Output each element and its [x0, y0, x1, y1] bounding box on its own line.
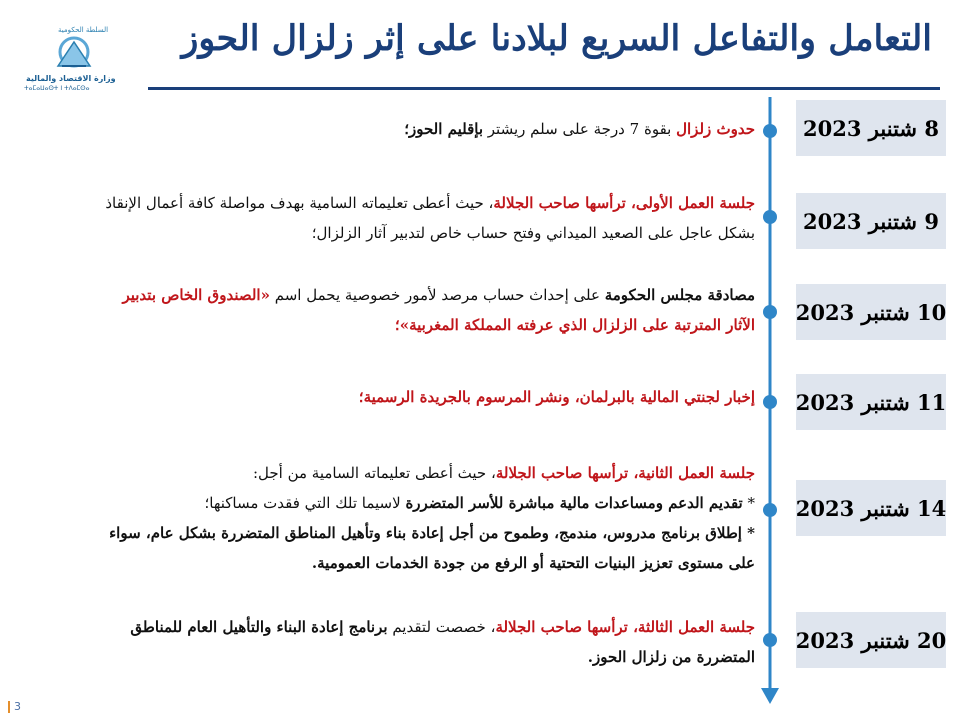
event-text-segment: الآثار المترتبة على الزلزال الذي عرفته المملكة المغربية»؛: [394, 316, 755, 334]
ministry-logo: [18, 22, 130, 92]
event-line: [122, 280, 755, 310]
event-text-segment: جلسة العمل الأولى، ترأسها صاحب الجلالة: [493, 194, 755, 212]
event-text-segment: تقديم الدعم ومساعدات مالية مباشرة للأسر المتضررة: [405, 494, 743, 512]
logo-authority-text: السلطة الحكومية: [58, 26, 109, 34]
event-text-segment: «الصندوق الخاص بتدبير: [122, 286, 270, 304]
date-box: 8 شتنبر 2023: [796, 100, 946, 156]
event-line: [404, 114, 755, 144]
timeline-dot: [763, 395, 777, 409]
title-underline: [148, 87, 940, 90]
event-line: [109, 488, 755, 518]
event-text-segment: * إطلاق برنامج مدروس، مندمج، وطموح من أجل إعادة بناء وتأهيل المناطق المتضررة بشكل عام، سواء: [109, 524, 755, 542]
event-description: [404, 114, 755, 144]
event-description: [109, 458, 755, 578]
page-number: 3: [14, 700, 21, 713]
event-text-segment: برنامج إعادة البناء والتأهيل العام للمناطق: [130, 618, 388, 636]
date-box: 20 شتنبر 2023: [796, 612, 946, 668]
event-text-segment: جلسة العمل الثالثة، ترأسها صاحب الجلالة: [495, 618, 755, 636]
date-box: 10 شتنبر 2023: [796, 284, 946, 340]
event-line: [359, 382, 755, 412]
timeline-dot: [763, 124, 777, 138]
logo-ministry-tifinagh: ⵜⴰⵎⴰⵡⴰⵙⵜ ⵏ ⵜⴷⴰⵎⵙⴰ: [24, 85, 90, 92]
event-text-segment: *: [742, 494, 755, 512]
event-text-segment: المتضررة من زلزال الحوز.: [587, 648, 755, 666]
event-text-segment: ، حيث أعطى تعليماته السامية من أجل:: [252, 464, 496, 482]
timeline-dot: [763, 503, 777, 517]
timeline-dot: [763, 633, 777, 647]
event-text-segment: ، حيث أعطى تعليماته السامية بهدف مواصلة كافة أعمال الإنقاذ: [105, 194, 494, 212]
event-text-segment: حدوث زلزال: [676, 120, 755, 138]
event-text-segment: جلسة العمل الثانية، ترأسها صاحب الجلالة: [495, 464, 755, 482]
event-line: [109, 548, 755, 578]
event-text-segment: ، خصصت لتقديم: [387, 618, 496, 636]
event-text-segment: مصادقة مجلس الحكومة: [604, 286, 755, 304]
timeline-dot: [763, 210, 777, 224]
event-line: [130, 612, 755, 642]
logo-ministry-name: وزارة الاقتصاد والمالية: [26, 74, 116, 83]
date-box: 14 شتنبر 2023: [796, 480, 946, 536]
timeline-arrow-icon: [761, 688, 779, 704]
event-line: [109, 518, 755, 548]
event-line: [105, 218, 755, 248]
event-text-segment: بإقليم الحوز؛: [404, 120, 484, 138]
event-line: [122, 310, 755, 340]
event-line: [109, 458, 755, 488]
event-description: [359, 382, 755, 412]
event-text-segment: إخبار لجنتي المالية بالبرلمان، ونشر المرسوم بالجريدة الرسمية؛: [358, 388, 755, 406]
timeline-dot: [763, 305, 777, 319]
page-title: التعامل والتفاعل السريع لبلادنا على إثر زلزال الحوز: [181, 18, 932, 59]
event-line: [130, 642, 755, 672]
date-box: 9 شتنبر 2023: [796, 193, 946, 249]
event-description: [122, 280, 755, 340]
event-description: [105, 188, 755, 248]
event-line: [105, 188, 755, 218]
event-text-segment: على إحداث حساب مرصد لأمور خصوصية يحمل اسم: [269, 286, 605, 304]
event-text-segment: بقوة 7 درجة على سلم ريشتر: [483, 120, 677, 138]
event-text-segment: لاسيما تلك التي فقدت مساكنها؛: [204, 494, 406, 512]
event-description: [130, 612, 755, 672]
date-box: 11 شتنبر 2023: [796, 374, 946, 430]
event-text-segment: بشكل عاجل على الصعيد الميداني وفتح حساب خاص لتدبير آثار الزلزال؛: [311, 224, 755, 242]
event-text-segment: على مستوى تعزيز البنيات التحتية أو الرفع من جودة الخدمات العمومية.: [311, 554, 755, 572]
